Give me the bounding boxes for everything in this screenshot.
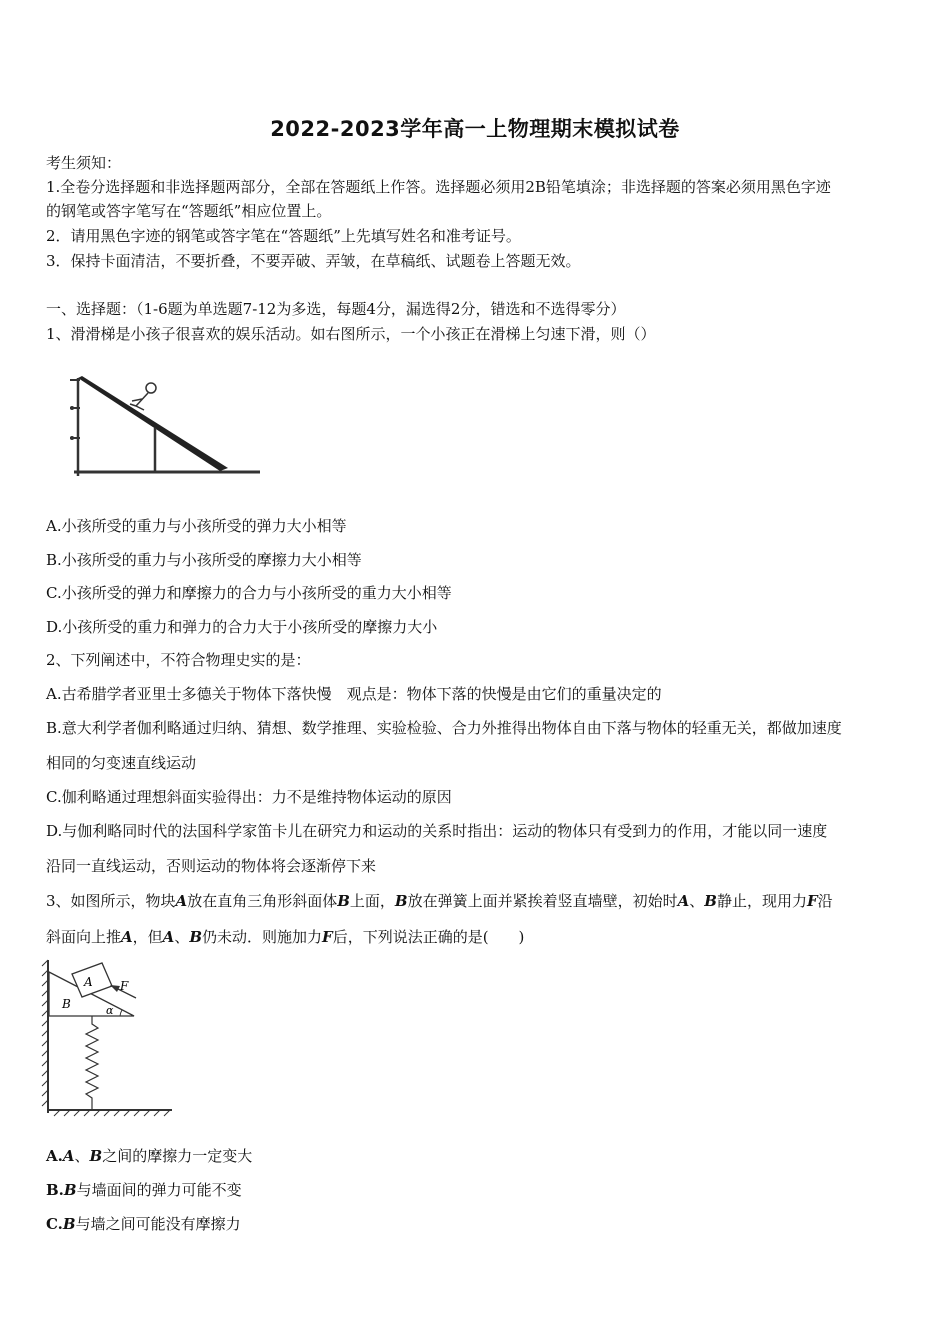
section-heading: 一、选择题：（1-6题为单选题7-12为多选，每题4分，漏选得2分，错选和不选得零分） xyxy=(46,300,626,318)
q3-var-b: B xyxy=(394,892,408,910)
q3-var-b: B xyxy=(337,892,350,910)
q3-var-b: B xyxy=(189,928,203,946)
q2-option-b: B.意大利学者伽利略通过归纳、猜想、数学推理、实验检验、合力外推得出物体自由下落与物体的轻重无关，都做加速度 xyxy=(46,719,842,737)
q2-option-c: C.伽利略通过理想斜面实验得出：力不是维持物体运动的原因 xyxy=(46,788,452,806)
q3-var-f: F xyxy=(806,892,818,910)
q3-sep: 、 xyxy=(174,928,190,946)
q1-option-c: C.小孩所受的弹力和摩擦力的合力与小孩所受的重力大小相等 xyxy=(46,584,452,602)
wedge-spring-figure xyxy=(40,958,180,1118)
notice-heading: 考生须知： xyxy=(46,154,122,172)
q2-option-d: D.与伽利略同时代的法国科学家笛卡儿在研究力和运动的关系时指出：运动的物体只有受到力的作用，才能以同一速度 xyxy=(46,822,828,840)
figure-label-b: B xyxy=(62,997,71,1011)
q1-option-a: A.小孩所受的重力与小孩所受的弹力大小相等 xyxy=(46,517,347,535)
q3-stem-line-1 xyxy=(46,891,911,911)
slide-figure xyxy=(60,368,265,488)
q3-sep: 、 xyxy=(689,892,705,910)
page-title: 2022-2023学年高一上物理期末模拟试卷 xyxy=(270,117,680,141)
q3-text: 上面， xyxy=(349,892,395,910)
q1-option-d: D.小孩所受的重力和弹力的合力大于小孩所受的摩擦力大小 xyxy=(46,618,438,636)
notice-item-1: 1.全卷分选择题和非选择题两部分，全部在答题纸上作答。选择题必须用2B铅笔填涂；非选择题的答案必须用黑色字迹 xyxy=(46,178,831,196)
q2-option-a: A.古希腊学者亚里士多德关于物体下落快慢 观点是：物体下落的快慢是由它们的重量决定的 xyxy=(46,685,662,703)
q3-var-a: A xyxy=(121,928,133,946)
q3-var-a: A xyxy=(175,892,188,910)
q2-option-b-cont: 相同的匀变速直线运动 xyxy=(46,754,197,772)
q2-option-d-cont: 沿同一直线运动，否则运动的物体将会逐渐停下来 xyxy=(46,857,377,875)
q3-var-b: B xyxy=(704,892,717,910)
q1-stem: 1、滑滑梯是小孩子很喜欢的娱乐活动。如右图所示，一个小孩正在滑梯上匀速下滑，则（） xyxy=(46,325,656,343)
q3-var-a: A xyxy=(162,928,175,946)
q3-var-f: F xyxy=(322,928,333,946)
q3-option-a-prefix: A. xyxy=(46,1147,63,1165)
q3-text: 仍未动．则施加力 xyxy=(202,928,323,946)
notice-item-3: 3．保持卡面清洁，不要折叠，不要弄破、弄皱，在草稿纸、试题卷上答题无效。 xyxy=(46,252,581,270)
q3-text: ，但 xyxy=(132,928,163,946)
q3-option-a xyxy=(46,1146,911,1166)
figure-label-f: F xyxy=(120,979,129,993)
q3-sep: 、 xyxy=(74,1147,90,1165)
q3-option-a-text: 之间的摩擦力一定变大 xyxy=(102,1147,253,1165)
q3-option-c-text: 与墙之间可能没有摩擦力 xyxy=(75,1215,241,1233)
q3-text: 斜面向上推 xyxy=(46,928,122,946)
q3-var-b: B xyxy=(63,1181,77,1199)
q3-text: 沿 xyxy=(817,892,833,910)
notice-item-2: 2．请用黑色字迹的钢笔或答字笔在“答题纸”上先填写姓名和准考证号。 xyxy=(46,227,521,245)
notice-item-1-cont: 的钢笔或答字笔写在“答题纸”相应位置上。 xyxy=(46,202,332,220)
q1-option-b: B.小孩所受的重力与小孩所受的摩擦力大小相等 xyxy=(46,551,362,569)
q3-var-a: A xyxy=(677,892,690,910)
q2-stem: 2、下列阐述中，不符合物理史实的是： xyxy=(46,651,311,669)
q3-text: 放在弹簧上面并紧挨着竖直墙壁，初始时 xyxy=(407,892,678,910)
q3-text: 3、如图所示，物块 xyxy=(46,892,176,910)
q3-option-b-text: 与墙面间的弹力可能不变 xyxy=(76,1181,242,1199)
figure-label-a: A xyxy=(84,975,93,989)
q3-option-c xyxy=(46,1214,911,1234)
q3-var-a: A xyxy=(62,1147,75,1165)
q3-var-b: B xyxy=(89,1147,103,1165)
q3-option-b-prefix: B. xyxy=(46,1181,64,1199)
q3-text: 静止，现用力 xyxy=(716,892,807,910)
q3-stem-line-2 xyxy=(46,927,911,947)
figure-label-alpha: α xyxy=(106,1004,114,1017)
q3-option-c-prefix: C. xyxy=(46,1215,63,1233)
q3-text: 放在直角三角形斜面体 xyxy=(187,892,338,910)
q3-option-b xyxy=(46,1180,911,1200)
q3-var-b: B xyxy=(62,1215,76,1233)
q3-text: 后，下列说法正确的是( ) xyxy=(332,928,525,946)
